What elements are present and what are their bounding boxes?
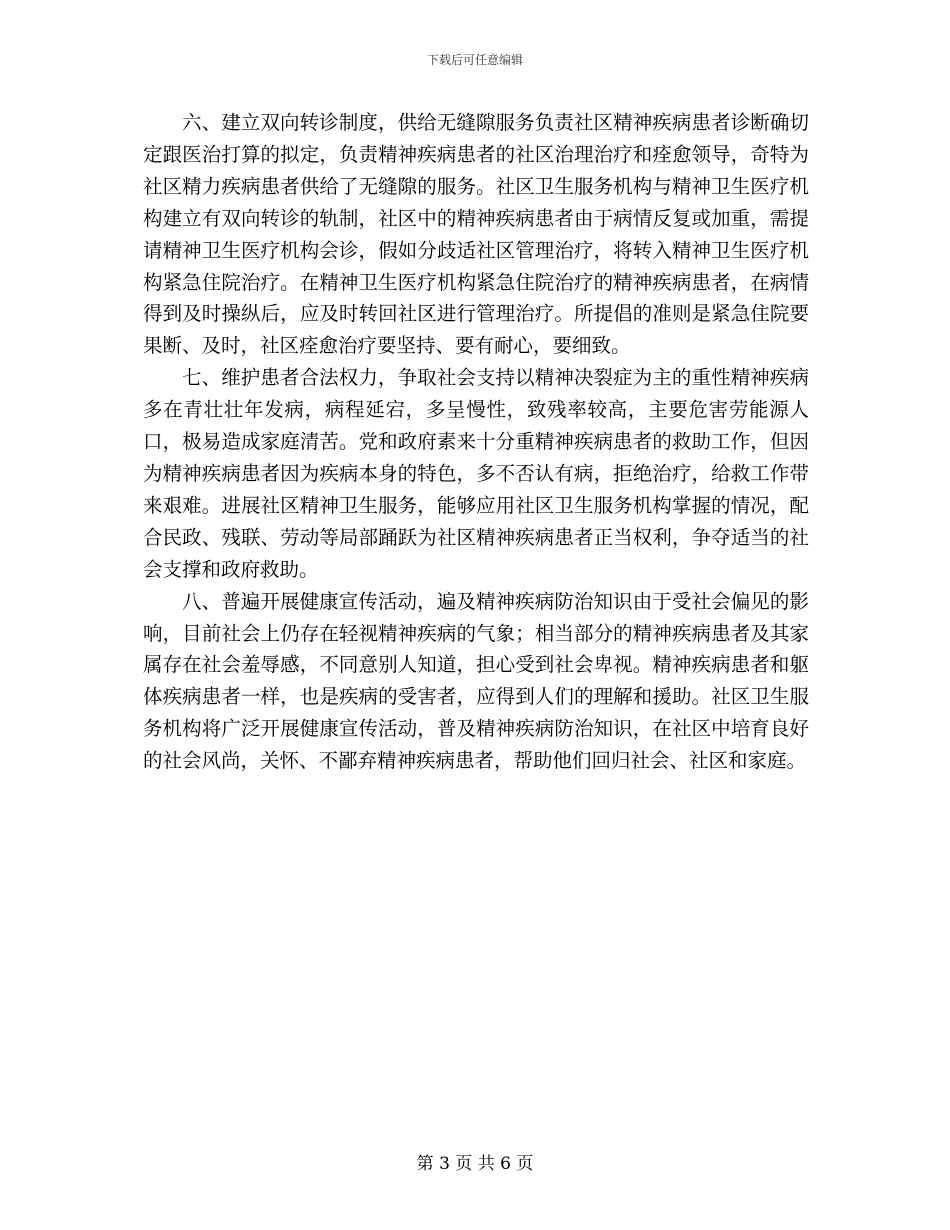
paragraph-seven: 七、维护患者合法权力，争取社会支持以精神决裂症为主的重性精神疾病多在青壮壮年发病，病程延宕，多呈慢性，致残率较高，主要危害劳能源人口，极易造成家庭清苦。党和政府素来十分重精神疾病患者的救助工作，但因为精神疾病患者因为疾病本身的特色，多不否认有病，拒绝治疗，给救工作带来艰难。进展社区精神卫生服务，能够应用社区卫生服务机构掌握的情况，配合民政、残联、劳动等局部踊跃为社区精神疾病患者正当权利，争夺适当的社会支撑和政府救助。 (143, 366, 809, 581)
page-header: 下载后可任意编辑 (426, 53, 523, 67)
document-body (143, 107, 809, 777)
paragraph-eight: 八、普遍开展健康宣传活动，遍及精神疾病防治知识由于受社会偏见的影响，目前社会上仍存在轻视精神疾病的气象；相当部分的精神疾病患者及其家属存在社会羞辱感，不同意别人知道，担心受到社会卑视。精神疾病患者和躯体疾病患者一样，也是疾病的受害者，应得到人们的理解和援助。社区卫生服务机构将广泛开展健康宣传活动，普及精神疾病防治知识，在社区中培育良好的社会风尚，关怀、不鄙弃精神疾病患者，帮助他们回归社会、社区和家庭。 (143, 589, 809, 773)
paragraph-six: 六、建立双向转诊制度，供给无缝隙服务负责社区精神疾病患者诊断确切定跟医治打算的拟定，负责精神疾病患者的社区治理治疗和痊愈领导，奇特为社区精力疾病患者供给了无缝隙的服务。社区卫生服务机构与精神卫生医疗机构建立有双向转诊的轨制，社区中的精神疾病患者由于病情反复或加重，需提请精神卫生医疗机构会诊，假如分歧适社区管理治疗，将转入精神卫生医疗机构紧急住院治疗。在精神卫生医疗机构紧急住院治疗的精神疾病患者，在病情得到及时操纵后，应及时转回社区进行管理治疗。所提倡的准则是紧急住院要果断、及时，社区痊愈治疗要坚持、要有耐心，要细致。 (143, 111, 809, 358)
page-number: 第 3 页 共 6 页 (416, 1154, 534, 1174)
